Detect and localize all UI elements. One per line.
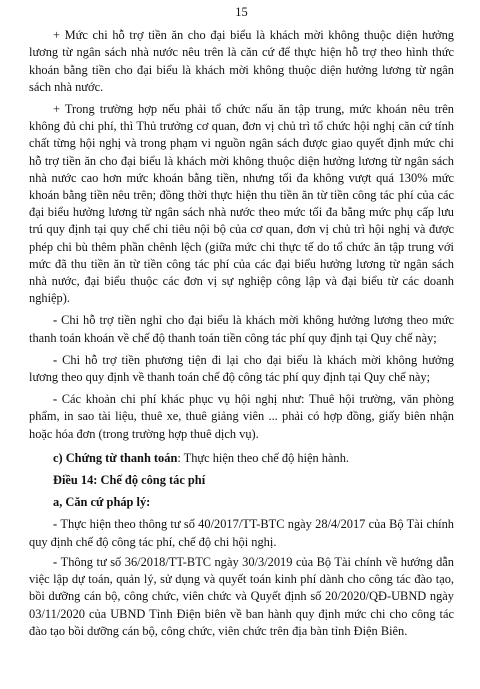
paragraph-other-expenses-text: Các khoản chi phí khác phục vụ hội nghị như: Thuê hội trường, văn phòng phẩm, in sao tài liệu, thuê xe, thuê giảng viên ... phải có hợp đồng, giấy biên nhận hoặc hóa đơn (trong trường hợp thuê dịch vụ). (29, 392, 454, 441)
paragraph-lodging-support (29, 312, 454, 346)
bullet-dash: - (53, 313, 62, 328)
article-14-heading: Điều 14: Chế độ công tác phí (53, 473, 206, 488)
bullet-dash: - (53, 392, 62, 407)
page-number: 15 (235, 5, 248, 19)
paragraph-circular-40 (29, 516, 454, 550)
legal-basis-subheading: a, Căn cứ pháp lý: (53, 495, 151, 510)
paragraph-centralized-catering: + Trong trường hợp nếu phải tổ chức nấu ăn tập trung, mức khoán nêu trên không đủ chi phí, thì Thủ trưởng cơ quan, đơn vị chủ trì tổ chức hội nghị căn cứ tính chất từng hội nghị và trong phạm vi nguồn ngân sách được giao quyết định mức chi hỗ trợ tiền ăn cho đại biểu là khách mời không thuộc diện hưởng lương từ ngân sách nhà nước cao hơn mức khoán bằng tiền, nhưng tối đa không vượt quá 130% mức khoán bằng tiền nêu trên; đồng thời thực hiện thu tiền ăn từ tiền công tác phí của các đại biểu hưởng lương từ ngân sách nhà nước theo mức tối đa bằng mức phụ cấp lưu trú quy định tại quy chế chi tiêu nội bộ của cơ quan, đơn vị chủ trì hội nghị và được phép chi bù thêm phần chênh lệch (giữa mức chi thực tế do tổ chức ăn tập trung với mức đã thu tiền ăn từ tiền công tác phí của các đại biểu hưởng lương từ ngân sách nhà nước, đại biểu thuộc các đơn vị sự nghiệp công lập và đại biểu từ các doanh nghiệp). (29, 102, 454, 306)
paragraph-circular-36 (29, 554, 454, 640)
paragraph-transport-text: Chi hỗ trợ tiền phương tiện đi lại cho đại biểu là khách mời không hưởng lương theo quy định về thanh toán chế độ công tác phí quy định tại Quy chế này; (29, 352, 454, 385)
paragraph-transport-support (29, 352, 454, 386)
paragraph-circular-36-text: Thông tư số 36/2018/TT-BTC ngày 30/3/2019 của Bộ Tài chính về hướng dẫn việc lập dự toán, quản lý, sử dụng và quyết toán kinh phí dành cho công tác đào tạo, bồi dưỡng cán bộ, công chức, viên chức và Quyết định số 20/2020/QĐ-UBND ngày 03/11/2020 của UBND Tỉnh Điện biên về ban hành quy định mức chi cho công tác đào tạo bồi dưỡng cán bộ, công chức, viên chức trên địa bàn tỉnh Điện Biên. (29, 554, 454, 638)
bullet-dash: - (53, 554, 61, 569)
paragraph-meal-support-basis: + Mức chi hỗ trợ tiền ăn cho đại biểu là khách mời không thuộc diện hưởng lương từ ngân sách nhà nước nêu trên là căn cứ để thực hiện hỗ trợ theo hình thức khoán bằng tiền cho đại biểu là khách mời không thuộc diện hưởng lương từ ngân sách nhà nước. (29, 28, 454, 94)
payment-vouchers-text: : Thực hiện theo chế độ hiện hành. (177, 450, 349, 465)
payment-vouchers-label: c) Chứng từ thanh toán (53, 450, 178, 465)
paragraph-other-expenses (29, 391, 454, 443)
bullet-dash: - (53, 352, 63, 367)
paragraph-circular-40-text: Thực hiện theo thông tư số 40/2017/TT-BTC ngày 28/4/2017 của Bộ Tài chính quy định chế độ công tác phí, chế độ chi hội nghị. (29, 517, 454, 549)
paragraph-lodging-text: Chi hỗ trợ tiền nghỉ cho đại biểu là khách mời không hưởng lương theo mức thanh toán khoán về chế độ thanh toán tiền công tác phí quy định tại Quy chế này; (29, 313, 454, 345)
paragraph-payment-vouchers (29, 450, 454, 467)
bullet-dash: - (53, 517, 61, 532)
